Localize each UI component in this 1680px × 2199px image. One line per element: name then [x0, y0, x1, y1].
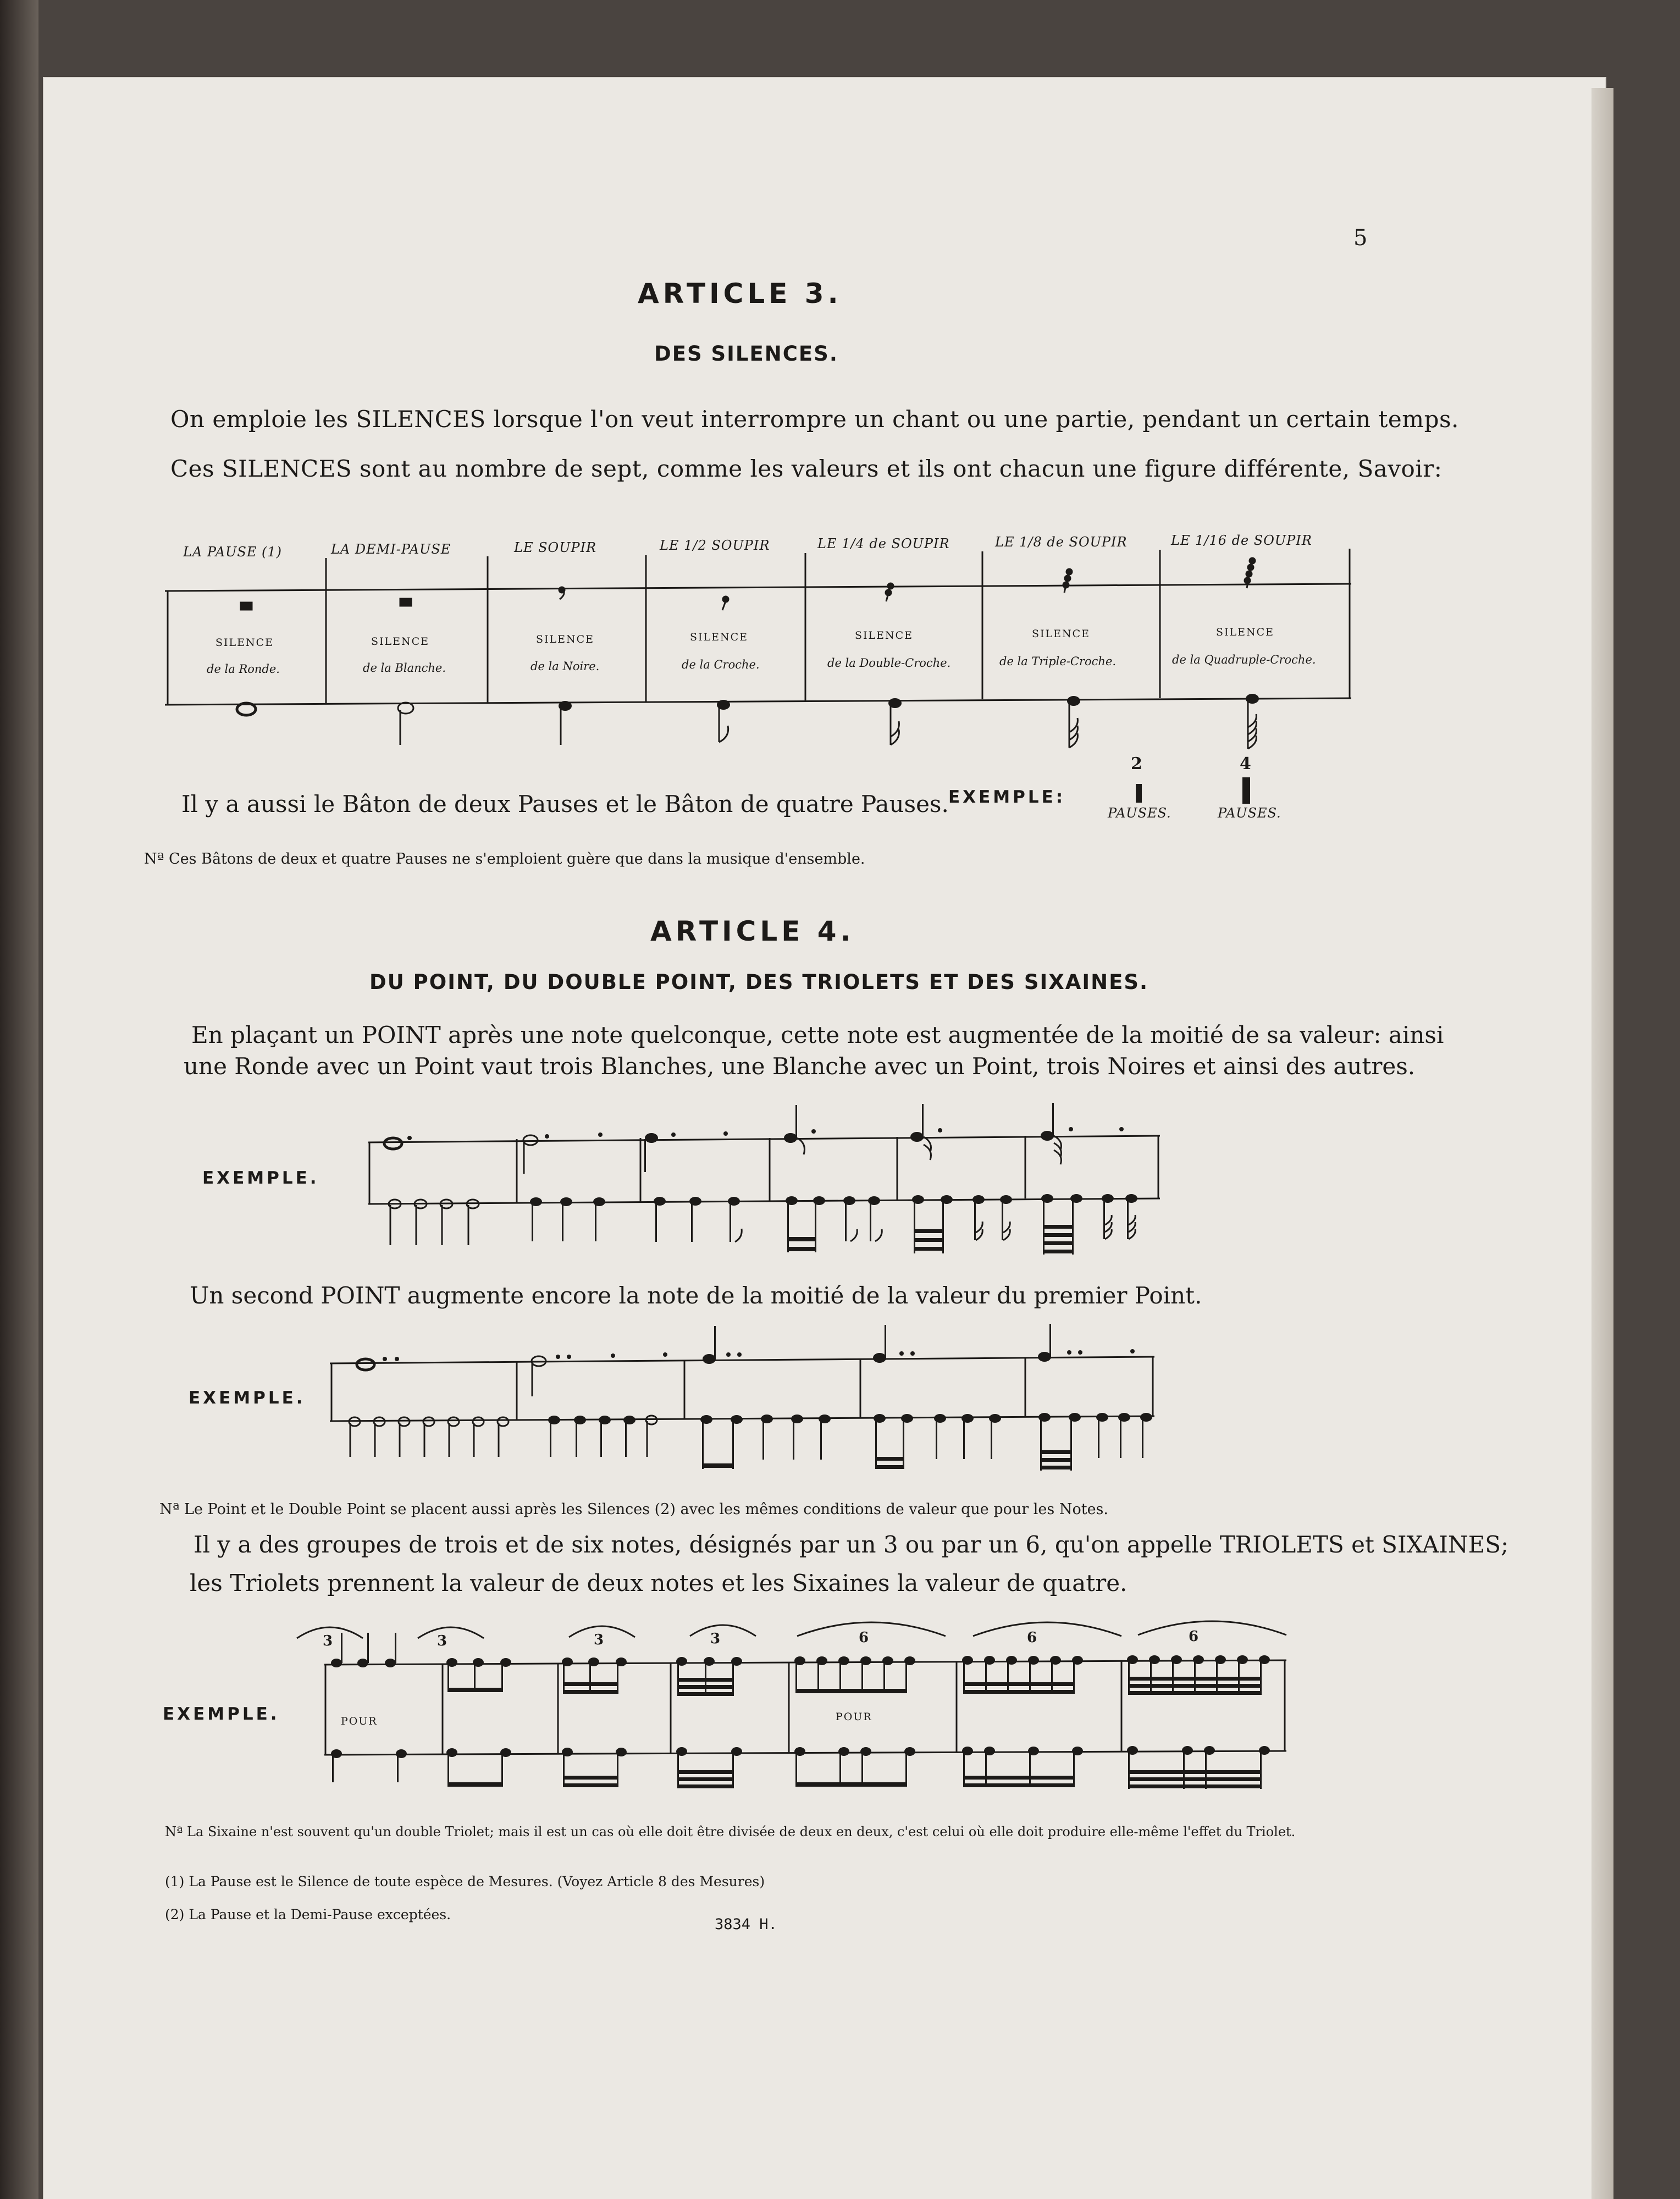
article4-line4: Il y a des groupes de trois et de six notes, désignés par un 3 ou par un 6, qu'on appelle TRIOLETS et SIXAINES;	[194, 1531, 1509, 1558]
baton-line: Il y a aussi le Bâton de deux Pauses et le Bâton de quatre Pauses.	[181, 791, 949, 817]
silence-of-6: de la Triple-Croche.	[999, 655, 1117, 668]
sextuplet-mark-3: 6	[1189, 1628, 1199, 1645]
article3-line1: On emploie les SILENCES lorsque l'on veut interrompre un chant ou une partie, pendant un certain temps.	[170, 406, 1459, 433]
triplet-example-staff	[0, 1605, 1680, 1803]
double-dot-exemple-label: EXEMPLE.	[189, 1388, 306, 1408]
silence-of-7: de la Quadruple-Croche.	[1172, 653, 1316, 666]
rest-name-5: LE 1/4 de SOUPIR	[817, 536, 950, 551]
silence-of-3: de la Noire.	[530, 660, 600, 673]
article3-line2: Ces SILENCES sont au nombre de sept, comme les valeurs et ils ont chacun une figure différente, Savoir:	[170, 455, 1443, 482]
footnote-1: (1) La Pause est le Silence de toute espèce de Mesures. (Voyez Article 8 des Mesures)	[165, 1874, 765, 1889]
silence-label-5: SILENCE	[855, 629, 914, 642]
footnote-2: (2) La Pause et la Demi-Pause exceptées.	[165, 1907, 451, 1922]
silence-of-5: de la Double-Croche.	[827, 656, 951, 670]
article4-line3: Un second POINT augmente encore la note de la moitié de la valeur du premier Point.	[190, 1282, 1202, 1309]
triplet-mark-4: 3	[710, 1631, 721, 1647]
article3-subtitle: DES SILENCES.	[654, 342, 838, 366]
baton4-label: PAUSES.	[1218, 805, 1281, 821]
baton2-number: 2	[1131, 754, 1142, 773]
rest-name-3: LE SOUPIR	[514, 540, 597, 555]
dot-exemple-label: EXEMPLE.	[202, 1168, 319, 1188]
baton4-number: 4	[1240, 754, 1251, 773]
triplet-mark-1: 3	[323, 1633, 333, 1649]
silence-label-7: SILENCE	[1216, 626, 1275, 638]
silence-of-2: de la Blanche.	[363, 661, 446, 675]
rest-name-7: LE 1/16 de SOUPIR	[1171, 533, 1312, 548]
footnote-nb: Nª La Sixaine n'est souvent qu'un double Triolet; mais il est un cas où elle doit être divisée de deux en deux, c'est celui où elle doit produire elle-même l'effet du Triolet.	[165, 1824, 1296, 1839]
rest-name-1: LA PAUSE (1)	[183, 544, 282, 560]
plate-number: 3834 H.	[715, 1916, 777, 1933]
double-dot-staff	[0, 1319, 1680, 1495]
baton-exemple-label: EXEMPLE:	[948, 787, 1066, 807]
rest-name-2: LA DEMI-PAUSE	[331, 542, 451, 557]
article3-title: ARTICLE 3.	[638, 278, 842, 310]
article4-nb: Nª Le Point et le Double Point se placent aussi après les Silences (2) avec les mêmes conditions de valeur que pour les Notes.	[159, 1501, 1108, 1518]
article4-line5: les Triolets prennent la valeur de deux notes et les Sixaines la valeur de quatre.	[190, 1570, 1128, 1596]
rest-name-6: LE 1/8 de SOUPIR	[995, 534, 1128, 550]
silence-label-2: SILENCE	[371, 636, 430, 648]
baton2-label: PAUSES.	[1108, 805, 1171, 821]
triplet-exemple-label: EXEMPLE.	[163, 1704, 280, 1724]
pour-label-1: POUR	[341, 1715, 378, 1727]
silence-label-4: SILENCE	[690, 631, 749, 643]
article4-title: ARTICLE 4.	[650, 915, 855, 947]
silence-label-3: SILENCE	[536, 633, 595, 645]
triplet-mark-2: 3	[437, 1633, 447, 1649]
pour-label-2: POUR	[836, 1711, 872, 1723]
silence-of-4: de la Croche.	[682, 658, 760, 671]
article4-subtitle: DU POINT, DU DOUBLE POINT, DES TRIOLETS ET DES SIXAINES.	[369, 970, 1149, 994]
silence-label-6: SILENCE	[1032, 628, 1091, 640]
silence-label-1: SILENCE	[215, 637, 274, 649]
rest-name-4: LE 1/2 SOUPIR	[660, 538, 770, 553]
silence-of-1: de la Ronde.	[207, 662, 280, 676]
sextuplet-mark-2: 6	[1027, 1629, 1037, 1646]
article4-line2: une Ronde avec un Point vaut trois Blanches, une Blanche avec un Point, trois Noires et ainsi des autres.	[184, 1053, 1416, 1080]
page-number: 5	[1353, 225, 1368, 251]
article3-nb: Nª Ces Bâtons de deux et quatre Pauses ne s'emploient guère que dans la musique d'ensemble.	[144, 850, 865, 868]
triplet-mark-3: 3	[594, 1632, 604, 1648]
sextuplet-mark-1: 6	[859, 1629, 869, 1646]
article4-line1: En plaçant un POINT après une note quelconque, cette note est augmentée de la moitié de sa valeur: ainsi	[191, 1021, 1444, 1048]
